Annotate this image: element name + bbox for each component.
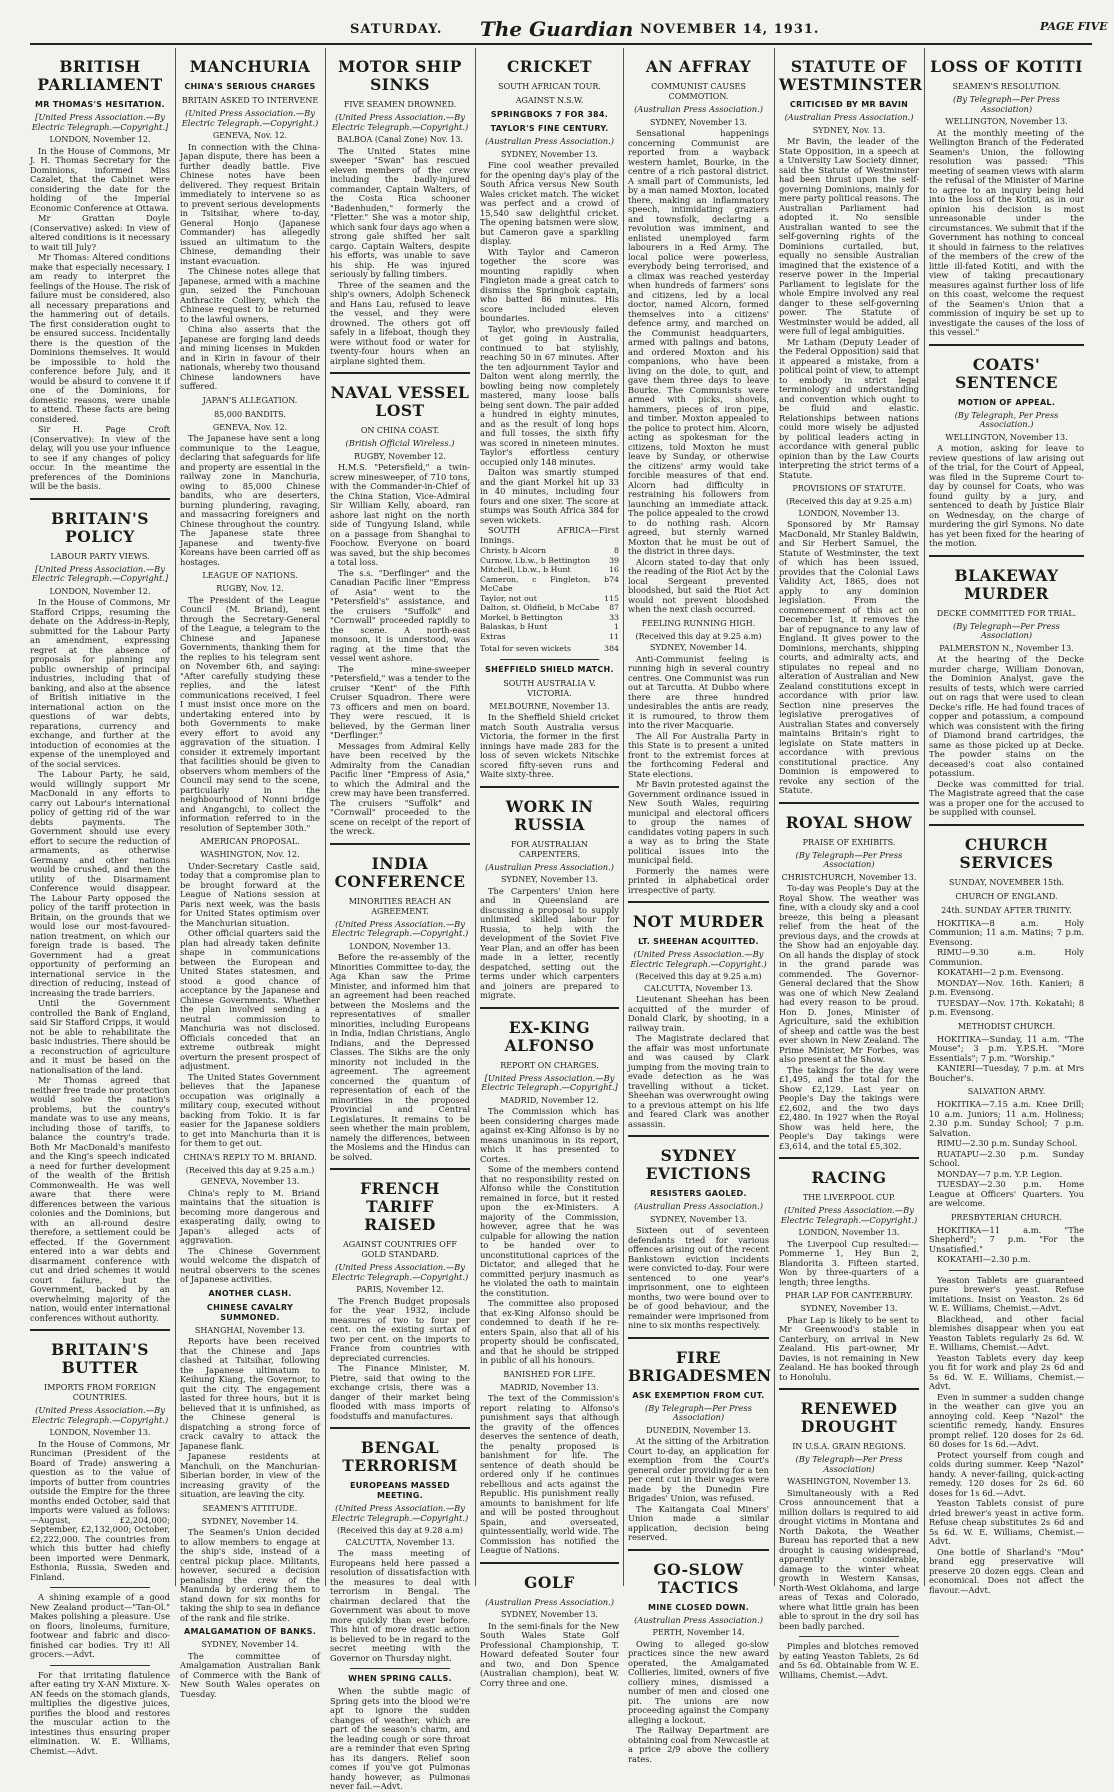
column-rule: [774, 48, 775, 1586]
headline: BRITAIN'S BUTTER: [51, 1340, 149, 1377]
dateline: WASHINGTON, Nov. 12.: [200, 850, 300, 859]
article-paragraph: At the hearing of the Decke murder charge, William Donovan, the Dominion Analyst, gave the results of tests, which were carried out on rags that were used to clean Decke's rifle. He had found traces of copper and potassium, a compound which was consistent with the firing of Diamond brand cartridges, the same as those picked up at Decke. The powder stains on the deceased's coat also contained potassium.: [929, 654, 1084, 778]
press-credit: (Australian Press Association.): [634, 1614, 763, 1625]
article-paragraph: Anti-Communist feeling is running high in several country centres. One Communist was run out at Tarcutta. At Dubbo where there are three hundred undesirables the antis are ready, it is rumoured, to throw them into the river Macquarie.: [628, 653, 769, 730]
divider: [628, 1549, 769, 1551]
advertisement: When the subtle magic of Spring gets into the blood we're apt to ignore the sudden changes of weather, which are part of the season's charm, and the leading cough or sore throat are a reminder that even Spring has its dangers. Relief soon comes if you've got Pulmonas handy however, as Pulmonas never fail.—Advt.: [330, 1686, 470, 1791]
headline: BLAKEWAY MURDER: [954, 565, 1059, 603]
score-row: Taylor, not out 115: [480, 593, 619, 603]
article-paragraph: Dalton was smartly stumped and the giant Morkel hit up 33 in 40 minutes, including four fours and one sixer. The score at stumps was South Africa 384 for seven wickets.: [480, 467, 619, 525]
divider: [330, 1427, 470, 1429]
subheading: RESISTERS GAOLED.: [650, 1189, 747, 1198]
service-listing: RIMU—9.30 a.m. Holy Communion.: [929, 947, 1084, 967]
press-credit: (Australian Press Association.): [634, 1201, 763, 1211]
advertisement: A shining example of a good New Zealand product—"Tan-Ol." Makes polishing a pleasure. Use on floors, linoleums, furniture, footwear and fabric and disco-finished car bodies. Try it! All grocers.—Advt.: [30, 1592, 170, 1659]
article-paragraph: Mr Thomas: Altered conditions make that especially necessary. I am ready to interpret the feelings of the House. The risk of failure must be considered, also all necessary preparations and the hammering out of details. The first consideration ought to be ensured success. Incidentally there is the question of the Dominions themselves. It would be impossible to hold the conference before July, and it would be absurd to convene it if one of the Dominions, for domestic reasons, were unable to attend. These facts are being considered.: [30, 252, 170, 424]
article-paragraph: Other official quarters said the plan had already taken definite shape in communications between the European and United States statesmen, and stood a good chance of acceptance by the Japanese and Chinese Governments. Whether the plan involved sending a neutral commission to Manchuria was not disclosed. Officials conceded that an extreme outbreak might overturn the present prospect of adjustment.: [180, 928, 320, 1071]
press-credit: (Australian Press Association.): [634, 104, 763, 114]
press-credit: (By Telegraph—Per Press Association): [953, 620, 1060, 640]
dateline: PARIS, November 12.: [356, 1285, 444, 1294]
divider: [628, 901, 769, 903]
subheading: MINE CLOSED DOWN.: [647, 1602, 750, 1612]
article-paragraph: The committee also proposed that ex-King Alfonso should be condemned to death if he re-enters Spain, also that all of his property should be confiscated, and that he should be stripped in public of all his honours.: [480, 1298, 619, 1365]
article-paragraph: The takings for the day were £1,495, and the total for the Show £2,129. Last year on People's Day the takings were £2,602, and the two days £2,480. In 1927 when the Royal Show was held here, the People's Day takings were £3,614, and the total £5,302.: [779, 1064, 919, 1151]
article-paragraph: Reports have been received that the Chinese and Japs clashed at Tsitsihar, following the Japanese ultimatum to Keihung Kiang, the Governor, to quit the city. The engagement lasted for three hours, but it is believed that it is unfinished, as the Chinese general is dispatching a strong force of crack cavalry to attack the Japanese flank.: [180, 1336, 320, 1451]
article-paragraph: To-day was People's Day at the Royal Show. The weather was fine, with a cloudy sky and a cool breeze, this being a pleasant relief from the heat of the previous days, and the crowds at the Show had an enjoyable day. On all hands the display of stock in the grand parade was commended. The Governor-General declared that the Show was one of which New Zealand had every reason to be proud. Hon D. Jones, Minister of Agriculture, said the exhibition of sheep and cattle was the best ever shown in New Zealand. The Prime Minister, Mr Forbes, was also present at the Show.: [779, 883, 919, 1064]
article-paragraph: The text of the Commission's report relating to Alfonso's punishment says that although the gravity of the offences deserves the sentence of death, the penalty proposed is banishment for life. The sentence of death should be ordered only if he continues rebellious and acts against the Republic. His punishment really amounts to banishment for life and will be posted throughout Spain, and overseated, quintessentially, world wide. The Commission has notified the League of Nations.: [480, 1393, 619, 1555]
press-credit: (By Telegraph—Per Press Association): [795, 1454, 903, 1474]
dateline: GENEVA, Nov. 12.: [212, 422, 288, 432]
service-listing: HOKITIKA—8 a.m. Holy Communion; 11 a.m. Matins; 7 p.m. Evensong.: [929, 917, 1084, 947]
dateline: SYDNEY, Nov. 13.: [812, 125, 886, 135]
article-paragraph: Alcorn stated to-day that only the reading of the Riot Act by the local Sergeant prevented bloodshed, but said the Riot Act would not prevent bloodshed when the next clash occurred.: [628, 556, 769, 614]
masthead-title: The Guardian: [480, 17, 634, 41]
subheading: SHEFFIELD SHIELD MATCH.: [485, 664, 614, 674]
article-paragraph: Some of the members contend that no responsibility rested on Alfonso while the Constitution remained in force, but it rested upon the ex-Ministers. A majority of the Commission, however, agree that he was culpable for allowing the nation to be handed over to unconstitutional caprices of the Dictator, and alleged that he committed perjury inasmuch as he violated the oath to maintain the constitution.: [480, 1164, 619, 1298]
article-paragraph: The Magistrate declared that the affair was most unfortunate and was caused by Clark jumping from the moving train to evade detection as he was travelling without a ticket. Sheehan was overwrought owing to a previous attempt on his life and feared Clark was another assassin.: [628, 1033, 769, 1129]
divider: [779, 802, 919, 804]
subheading: AMALGAMATION OF BANKS.: [183, 1627, 317, 1636]
subheading: AGAINST COUNTRIES OFF GOLD STANDARD.: [343, 1240, 457, 1259]
press-credit: (United Press Association.—By Electric Telegraph.—Copyright.): [331, 112, 469, 132]
advertisement: One bottle of Sharland's "Mou" brand egg preservative will preserve 20 dozen eggs. Clean and economical. Does not affect the flavour.—Advt.: [929, 1546, 1084, 1595]
subheading: CHINESE CAVALRY SUMMONED.: [206, 1302, 294, 1322]
service-listing: MONDAY—7 p.m. Y.P. Legion.: [937, 1168, 1063, 1179]
article-paragraph: The Carpenters' Union here and in Queensland are discussing a proposal to supply unlimited skilled labour for Russia, to help with the development of the Soviet Five Year Plan, and an offer has been made in a letter, recently despatched, setting out the terms under which carpenters and joiners are prepared to migrate.: [480, 885, 619, 1000]
article-paragraph: Sensational happenings concerning Communist are reported from a wayback western hamlet, Bourke, in the centre of a rich pastoral district. A small part of Communists, led by a man named Moxton, located there, making an inflammatory speech, intimidating graziers and townsfolk, declaring a revolution was imminent, and enlisted unemployed farm labourers in a Red Army. The local police were powerless, everybody being terrorised, and a climax was reached yesterday when hundreds of farmers' sons and citizens, led by a local doctor, named Alcorn, formed themselves into a citizens' defence army, and marched on the Communist headquarters, armed with palings and batons, and ordered Moxton and his companions, who have been living on the dole, to quit, and gave them three days to leave Bourke. The Communists were armed with picks, shovels, hammers, pieces of iron pipe, and timber. Moxton appealed to the police to protect him. Alcorn, acting as spokesman for the citizens, told Moxton he must leave by Sunday, or otherwise the citizens' army would take forcible measures of that end. Alcorn had difficulty in restraining his followers from launching an immediate attack. The police appealed to the crowd to do nothing rash. Alcorn agreed, but sternly warned Moxton that he must be out of the district in three days.: [628, 128, 769, 556]
masthead: [0, 0, 1114, 44]
headline: CHURCH SERVICES: [959, 834, 1054, 872]
score-row: Balaskas, b Hunt 1: [480, 622, 619, 631]
article-paragraph: Simultaneously with a Red Cross announcement that a million dollars is required to aid drought victims in Montana and North Dakota, the Weather Bureau has reported that a new drought is causing widespread, apparently considerable, damage to the winter wheat growth in Western Kansas, North-West Oklahoma, and large areas of Texas and Colorado, where what little grain has been able to sprout in the dry soil has been badly parched.: [779, 1487, 919, 1631]
article-paragraph: In the House of Commons, Mr Stafford Cripps, resuming the debate on the Address-in-Reply, submitted for the Labour Party an amendment, expressing regret at the absence of proposals for planning any public ownership of principal industries, including that of banking, and also at the absence of British initiative in the international action on the questions of war debts, reparations, currency and exchange, and further at the intoduction of economies at the expense of the unemployed and of the social services.: [30, 597, 170, 769]
article-paragraph: The mine-sweeper "Petersfield," was a tender to the cruiser "Kent" of the Fifth Cruiser Squadron. There were 73 officers and men on board. They were rescued, it is believed, by the German liner "Derflinger.": [330, 663, 470, 740]
service-listing: HOKITIKA—7.15 a.m. Knee Drill; 10 a.m. Juniors; 11 a.m. Holiness; 2.30 p.m. Sunday School; 7 p.m. Salvation.: [929, 1099, 1084, 1138]
score-row: Christy, b Alcorn 8: [480, 546, 619, 555]
article-paragraph: Until the Government controlled the Bank of England, said Sir Stafford Cripps, it would not be able to rehabilitate the basic industries. There should be a reconstruction of agriculture and it must be based on the nationalisation of the land.: [30, 998, 170, 1075]
subheading: LT. SHEEHAN ACQUITTED.: [638, 937, 759, 946]
subheading: JAPAN'S ALLEGATION.: [202, 395, 298, 405]
divider: [330, 1168, 470, 1170]
received-note: (Received this day at 9.25 a.m): [635, 631, 762, 641]
headline: FRENCH TARIFF RAISED: [360, 1179, 440, 1234]
dateline: LONDON, November 13.: [349, 941, 451, 951]
dateline: MADRID, November 13.: [500, 1382, 599, 1392]
column-rule: [325, 48, 326, 1586]
subheading: SALVATION ARMY.: [967, 1087, 1046, 1096]
headline: FIRE BRIGADESMEN: [628, 1347, 772, 1385]
headline: MOTOR SHIP SINKS: [338, 57, 462, 94]
article-paragraph: H.M.S. "Petersfield," a twin-screw minesweeper, of 710 tons, with the Commander-in-Chief of the China Station, Vice-Admiral Sir William Kelly, aboard, ran ashore last night on the north side of Tungyung Island, while on a passage from Shanghai to Foochow. Everyone on board was saved, but the ship becomes a total loss.: [330, 462, 470, 567]
headline: BRITISH PARLIAMENT: [37, 57, 163, 94]
advertisement: Pimples and blotches removed by eating Yeaston Tablets, 2s 6d and 5s 6d. Obtainable from W. E. Williams, Chemist.—Advt.: [779, 1641, 919, 1680]
divider: [799, 1636, 899, 1637]
headline: BENGAL TERRORISM: [342, 1438, 458, 1475]
dateline: CALCUTTA, November 13.: [345, 1537, 455, 1547]
subheading: SOUTH AFRICAN TOUR.: [498, 82, 601, 91]
scorecard: [480, 546, 619, 654]
subheading: IMPORTS FROM FOREIGN COUNTRIES.: [44, 1383, 156, 1402]
dateline: LONDON, November 13.: [798, 508, 900, 518]
dateline: PERTH, November 14.: [652, 1628, 745, 1637]
article-paragraph: Mr Bavin protested against the Government ordinance issued in New South Wales, requiring municipal and electoral officers to group the names of candidates voting papers in such a way as to bring the State political issues into the municipal field.: [628, 779, 769, 865]
subheading: PROVISIONS OF STATUTE.: [792, 484, 906, 493]
subheading: METHODIST CHURCH.: [957, 1021, 1056, 1031]
divider: [50, 1587, 150, 1588]
subheading: 24th. SUNDAY AFTER TRINITY.: [941, 905, 1072, 915]
article-paragraph: Mr Grattan Doyle (Conservative) asked: In view of altered conditions is it necessary to wait till July?: [30, 213, 170, 252]
received-note: (Received this day at 9.25 a.m.): [185, 1165, 315, 1175]
divider: [500, 659, 599, 660]
subheading: LEAGUE OF NATIONS.: [202, 571, 298, 580]
service-listing: HOKITIKA—11 a.m. "The Shepherd"; 7 p.m. "For the Unsatisfied.": [929, 1224, 1084, 1254]
subheading: 85,000 BANDITS.: [214, 409, 286, 419]
subheading: LABOUR PARTY VIEWS.: [50, 551, 150, 561]
subheading: MINORITIES REACH AN AGREEMENT.: [348, 896, 452, 916]
divider: [30, 498, 170, 500]
article-paragraph: Taylor, who previously failed ot get going in Australia, continued to bat stylishly, reaching 50 in 67 minutes. After the ten adjournment Taylor and Dalton went along merrily, the bowling being now completely mastered, many loose balls being sent down. The pair added a hundred in eighty minutes, and as the result of long hops and full tosses, the sixth fifty was scored in nineteen minutes. Taylor's effortless century occupied only 148 minutes.: [480, 323, 619, 467]
headline: AN AFFRAY: [645, 57, 752, 76]
press-credit: (British Official Wireless.): [345, 438, 455, 448]
subheading: MR THOMAS'S HESITATION.: [35, 100, 165, 109]
service-listing: MONDAY—Nov. 16th. Kanieri; 8 p.m. Evensong.: [929, 977, 1084, 997]
article-paragraph: Phar Lap is likely to be sent to Mr Greenwood's stable in Canterbury, on arrival in New Zealand. His part-owner, Mr Davies, is not remaining in New Zealand. He has booked through to Honolulu.: [779, 1314, 919, 1382]
divider: [350, 1668, 450, 1669]
service-listing: KANIERI—Tuesday, 7 p.m. at Mrs Boucher's.: [929, 1063, 1084, 1083]
masthead-day: SATURDAY.: [350, 22, 443, 37]
dateline: MADRID, November 12.: [500, 1095, 599, 1105]
dateline: SYDNEY, November 14.: [201, 1640, 299, 1649]
article-paragraph: At the monthly meeting of the Wellington Branch of the Federated Seamen's Union, the following resolution was passed: "This meeting of seamen views with alarm the refusal of the Minister of Marine to agree to an inquiry being held into the loss of the Kotiti, as in our opinion his decision is most unreasonable under the circumstances. We submit that if the Government has nothing to conceal it should in fairness to the relatives of the members of the crew of the little ill-fated Kotiti, and with the view of taking precautionary measures against further loss of life on this coast, welcome the request of the Seamen's Union that a commission of inquiry be set up to investigate the causes of the loss of this vessel.": [929, 127, 1084, 337]
divider: [330, 843, 470, 845]
subheading: AGAINST N.S.W.: [515, 96, 584, 105]
press-credit: (United Press Association.—By Electric Telegraph.—Copyright.): [331, 1503, 469, 1523]
dateline: WELLINGTON, November 13.: [945, 117, 1068, 126]
dateline: SYDNEY, November 13.: [800, 1304, 898, 1313]
column-rule: [623, 48, 624, 1586]
headline: CRICKET: [506, 57, 593, 76]
dateline: LONDON, November 12.: [49, 135, 151, 144]
subheading: CHINA'S REPLY TO M. BRIAND.: [183, 1152, 317, 1162]
article-paragraph: A motion, asking for leave to review questions of law arising out of the trial, for the Court of Appeal, was filed in the Supreme Court to-day by counsel for Coats, who was found guilty by a jury, and sentenced to death by Justice Blair on Wednesday, on the charge of murdering the girl Symons. No date has yet been fixed for the hearing of the motion.: [929, 443, 1084, 548]
dateline: MELBOURNE, November 13.: [489, 701, 610, 711]
article-paragraph: In the Sheffield Shield cricket match South Australia versus Victoria, the former in the first innings have made 283 for the loss of seven wickets Nitschke scored fifty-seven runs and Waite sixty-three.: [480, 712, 619, 779]
headline: SYDNEY EVICTIONS: [645, 1146, 752, 1183]
article-paragraph: The United States Government believes that the Japanese occupation was originally a military coup, executed without backing from Tokio. It is far easier for the Japanese soldiers to get into Manchuria than it is for them to get out.: [180, 1071, 320, 1148]
headline: GO-SLOW TACTICS: [653, 1559, 744, 1597]
divider: [480, 1007, 619, 1009]
press-credit: (Australian Press Association.): [485, 861, 614, 872]
press-credit: (United Press Association.—By Electric Telegraph.—Copyright.): [181, 108, 319, 128]
subheading: SEAMEN'S RESOLUTION.: [952, 82, 1061, 91]
headline: RENEWED DROUGHT: [800, 1399, 898, 1436]
subheading: CHURCH OF ENGLAND.: [955, 891, 1058, 901]
dateline: RUGBY, November 12.: [354, 451, 446, 461]
headline: STATUTE OF WESTMINSTER: [779, 57, 923, 94]
subheading: PRESBYTERIAN CHURCH.: [951, 1212, 1062, 1222]
masthead-date: NOVEMBER 14, 1931.: [640, 22, 820, 37]
received-note: (Received this day at 9.28 a.m): [337, 1526, 463, 1535]
advertisement: Yeaston Tablets are guaranteed pure brewer's yeast. Refuse imitations. Insist on Yeaston. 2s 6d W. E. Williams, Chemist.—Advt.: [929, 1274, 1084, 1313]
subheading: FEELING RUNNING HIGH.: [641, 618, 756, 628]
subheading: ASK EXEMPTION FROM CUT.: [632, 1390, 765, 1400]
article-paragraph: The Seamen's Union decided to allow members to engage at the ship's side, instead of a central pickup place. Militants, however, secured a decision penalising the crew of the Manunda by ordering them to stand down for six months for taking the ship to sea in defiance of the rank and file strike.: [180, 1527, 320, 1623]
article-paragraph: The Chinese Government would welcome the dispatch of neutral observers to the scenes of Japanese activities.: [180, 1245, 320, 1284]
headline: COATS' SENTENCE: [955, 354, 1058, 392]
article-paragraph: In the semi-finals for the New South Wales State Golf Professional Championship, T. Howard defeated Souter four and two, and Don Spence (Australian champion), beat W. Corry three and one.: [480, 1620, 619, 1688]
received-note: (Received this day at 9.25 a.m): [786, 497, 912, 506]
article-paragraph: The French Budget proposals for the year 1932, include measures of two to four per cent. on the existing surtax of two per cent. on the imports to France from countries with depreciated currencies.: [330, 1295, 470, 1363]
dateline: WASHINGTON, November 13.: [787, 1477, 911, 1486]
subheading: BRITAIN ASKED TO INTERVENE: [181, 96, 319, 105]
dateline: LONDON, November 13.: [49, 1428, 151, 1437]
advertisement: Blackhead, and other facial blemishes disappear when you eat Yeaston Tablets regularly 2s 6d. W. E. Williams, Chemist.—Advt.: [929, 1313, 1084, 1352]
advertisement: Yeaston Tablets every day keep you fit for work and play 2s 6d and 5s 6d. W. E. Williams, Chemist.—Advt.: [929, 1352, 1084, 1391]
article-paragraph: The All For Australia Party in this State is to present a united front to the extremist forces at the forthcoming Federal and State elections.: [628, 730, 769, 779]
article-paragraph: Mr Latham (Deputy Leader of the Federal Opposition) said that it appeared a mistake, from a political point of view, to attempt to embody in strict legal terminology and understanding and convention which ought to be fluid and elastic. Relationships between nations could more wisely be adjusted by political leaders acting in accordance with general public opinion than by the Law Courts interpreting the strict terms of a Statute.: [779, 336, 919, 480]
article-paragraph: Mr Thomas agreed that neither free trade nor protection would solve the nation's problems, but the country's mandate was to use any means, including those of tariffs, to balance the country's trade. Both Mr MacDonald's manifesto and the King's speech indicated a need for further development of the wealth of the British Commonwealth. He was well aware that there were differences between the various colonies and the Dominions, but with an all-round desire therefore, a settlement could be effected. If the Government entered into a war debts and disarmament conference with cut and dried schemes it would court failure, but the Government, backed by an overwhelming majority of the nation, would enter international conferences without authority.: [30, 1075, 170, 1323]
dateline: LONDON, November 12.: [49, 586, 151, 596]
dateline: SYDNEY, November 13.: [501, 1610, 598, 1619]
article-paragraph: With Taylor and Cameron together the score was mounting rapidly when Fingleton made a great catch to dismiss the Springbok captain, who batted 86 minutes. His score included eleven boundaries.: [480, 246, 619, 323]
dateline: GENEVA, Nov. 12.: [212, 131, 288, 140]
article-paragraph: The President of the League Council (M. Briand), sent through the Secretary-General of the League, a telegram to the Chinese and Japanese Governments, thanking them for the replies to his telegram sent on November 6th, and saying: "After carefully studying these replies, and the latest communications received, I feel I must insist once more on the undertaking entered into by both Governments to make every effort to avoid any aggravation of the situation. I consider it extremely important that facilities should be given to observers whom members of the Council may send to the scene, particularly in the neighbourhood of Nonni bridge and Angangchi, to collect the information referred to in the resolution of September 30th.": [180, 594, 320, 833]
service-listing: RUATAPU—2.30 p.m. Sunday School.: [929, 1148, 1084, 1168]
score-row: Dalton, st. Oldfield, b McCabe 87: [480, 603, 619, 612]
subheading: CRITICISED BY MR BAVIN: [789, 100, 909, 109]
press-credit: (United Press Association.—By Electric Telegraph.—Copyright.): [331, 1262, 469, 1282]
divider: [779, 1157, 919, 1159]
article-paragraph: Sixteen out of seventeen defendants tried for various offences arising out of the recent Bankstown eviction incidents were convicted to-day. Four were sentenced to one year's imprisonment, one to eighteen months, two were bound over to be of good behaviour, and the remainder were imprisoned from nine to six months respectively.: [628, 1225, 769, 1330]
advertisement: Even in summer a sudden change in the weather can give you an annoying cold. Keep "Nazol" the scientific remedy, handy. Ensures prompt relief. 120 doses for 2s 6d. 60 doses for 1s 6d.—Advt.: [929, 1391, 1084, 1449]
article-paragraph: Fine cool weather prevailed for the opening day's play of the South Africa versus New South Wales cricket match. The wicket was perfect and a crowd of 15,540 saw delightful cricket. The opening batsmen were slow, but Cameron gave a sparkling display.: [480, 160, 619, 246]
subheading: AMERICAN PROPOSAL.: [200, 837, 300, 846]
headline: ROYAL SHOW: [785, 812, 913, 832]
subheading: THE LIVERPOOL CUP.: [802, 1193, 896, 1202]
advertisement: Protect yourself from cough and colds during summer. Keep "Nazol" handy. A never-failing, quick-acting remedy. 120 doses for 2s 6d. 60 doses for 1s 6d.—Advt.: [929, 1449, 1084, 1498]
dateline: CHRISTCHURCH, November 13.: [781, 872, 917, 882]
service-listing: RIMU—2.30 p.m. Sunday School.: [937, 1138, 1078, 1148]
dateline: WELLINGTON, November 13.: [945, 432, 1068, 442]
advertisement: For that irritating flatulence after eating try X-AN Mixture. X-AN feeds on the stomach glands, multiplies the digestive juices, purifies the blood and restores the muscular action to the intestines thus ensuring proper elimination. W. E. Williams, Chemist.—Advt.: [30, 1669, 170, 1756]
article-paragraph: China's reply to M. Briand maintains that the situation is becoming more dangerous and exasperating daily, owing to Japan's alleged acts of aggravation.: [180, 1187, 320, 1245]
page-number: PAGE FIVE: [1040, 20, 1108, 33]
column-4: [480, 48, 619, 1688]
dateline: SHANGHAI, November 13.: [194, 1325, 306, 1335]
article-paragraph: The mass meeting of Europeans held here passed a resolution of dissatisfaction with the measures to deal with terrorism in Bengal. The chairman declared that the Government was about to move more quickly than ever before. This hint of more drastic action is believed to be in regard to the secret meeting with the Governor on Thursday night.: [330, 1548, 470, 1663]
article-paragraph: The United States mine sweeper "Swan" has rescued eleven members of the crew including the badly-injured commander, Captain Walters, of the Costa Rica schooner "Badenhuden," formerly the "Fletter." She was a motor ship, which sank four days ago when a strong gale shifted her salt cargo. Captain Walters, despite his efforts, was unable to save his ship. He was injured seriously by falling timbers.: [330, 145, 470, 279]
subheading: PRAISE OF EXHIBITS.: [802, 837, 896, 847]
article-paragraph: Before the re-assembly of the Minorities Committee to-day, the Aga Khan saw the Prime Minister, and informed him that an agreement had been reached between the Moslems and the representatives of smaller minorities, including Europeans in India, Indian Christians, Anglo Indians, and the Depressed Classes. The Sikhs are the only minority not included in the agreement. The agreement concerned the quantum of representation of each of the minorities in the proposed Provincial and Central Legislatures. It remains to be seen whether the main problem, namely the differences, between the Moslems and the Hindus can be solved.: [330, 952, 470, 1162]
subheading: SPRINGBOKS 7 FOR 384.: [490, 110, 609, 119]
article-paragraph: The Kaitangata Coal Miners' Union made a similar application, decision being reserved.: [628, 1503, 769, 1542]
subheading: EUROPEANS MASSED MEETING.: [350, 1481, 450, 1500]
press-credit: (United Press Association.—By Electric Telegraph.—Copyright.): [630, 949, 767, 969]
score-row: Morkel, b Bettington 33: [480, 612, 619, 622]
score-row: Extras 11: [480, 631, 619, 641]
divider: [480, 1562, 619, 1564]
subheading: ANOTHER CLASH.: [208, 1288, 292, 1298]
column-rule: [175, 48, 176, 1586]
subheading: REPORT ON CHARGES.: [500, 1060, 599, 1070]
divider: [480, 786, 619, 788]
article-paragraph: Three of the seamen and the ship's owners, Adolph Scheneck and Hans Lau, refused to leave the vessel, and they were drowned. The others got off safely in a lifeboat, though they were without food or water for twenty-four hours when an airplane sighted them.: [330, 279, 470, 366]
dateline: RUGBY, Nov. 12.: [216, 584, 284, 593]
article-paragraph: In connection with the China-Japan dispute, there has been a further deadly battle. Five Chinese notes have been delivered. They request Britain immediately to intervene so as to prevent serious developments in Tsitsihar, where to-day, General Honjo (Japanese Commander) has allegedly issued an ultimatum to the Chinese, demanding their instant evacuation.: [180, 141, 320, 266]
headline: MANCHURIA: [189, 57, 311, 76]
score-row: Cameron, c Fingleton, b McCabe 74: [480, 574, 619, 593]
subheading: SOUTH AUSTRALIA V. VICTORIA.: [503, 678, 596, 698]
press-credit: (By Telegraph—Per Press Association): [953, 94, 1060, 114]
score-total: Total for seven wickets 384: [480, 644, 619, 653]
article-paragraph: In the House of Commons, Mr J. H. Thomas Secretary for the Dominions, informed Miss Cazalet, that the Cabinet were considering the date for the holding of the Imperial Economic Conference at Ottawa.: [30, 145, 170, 213]
headline: BRITAIN'S POLICY: [51, 508, 149, 546]
divider: [779, 1388, 919, 1390]
divider: [628, 1337, 769, 1339]
divider: [929, 824, 1084, 826]
dateline: DUNEDIN, November 13.: [646, 1425, 751, 1435]
dateline: SYDNEY, November 14.: [201, 1516, 299, 1526]
article-paragraph: Under-Secretary Castle said, today that a compromise plan to be brought forward at the League of Nations session at Paris next week, was the basis for United States optimism over the Manchurian situation.: [180, 860, 320, 928]
headline: RACING: [811, 1168, 887, 1187]
article-paragraph: Messages from Admiral Kelly have been received by the Admiralty from the Canadian Pacific liner "Empress of Asia," to which the Admiral and the crew may have been transferred. The cruisers "Suffolk" and "Cornwall" proceeded to the scene on receipt of the report of the wreck.: [330, 740, 470, 836]
article-paragraph: The Japanese have sent a long communique to the League, declaring that safeguards for life and property are essential in the railway zone in Manchuria, owing to 85,000 Chinese bandits, who are deserters, burning plundering, ravaging, and massacring foreigners and Chinese throughout the country. The Japanese state three Japanese and twenty-five Koreans have been carried off as hostages.: [180, 433, 320, 567]
article-paragraph: The Labour Party, he said, would willingly support Mr MacDonald in any efforts to carry out Labour's international policy of getting rid of the war debts payments. The Government should use every effort to secure the reduction of armaments, as otherwise Germany and other nations would be crushed, and then the utility of the Disarmament Conference would disappear. The Labour Party opposed the policy of the tariff protection in Britain, on the grounds that we would lose our most-favoured-nation treatment, on which our foreign trade is based. The Government had a great opportunity of performing an international service in the direction of reducing, instead of increasing the trade barriers.: [30, 769, 170, 998]
article-paragraph: The Finance Minister, M. Pietre, said that owing to the exchange crisis, there was a danger of their market being flooded with mass imports of foodstuffs and manufactures.: [330, 1363, 470, 1421]
dateline: GENEVA, November 13.: [200, 1177, 300, 1186]
received-note: (Received this day at 9.25 a.m): [635, 972, 762, 981]
headline: NOT MURDER: [632, 912, 765, 931]
press-credit: (By Telegraph, Per Press Association.): [954, 409, 1059, 429]
article-paragraph: Mr Bavin, the leader of the State Opposition, in a speech at a University Law Society dinner, said the Statute of Westminster had been thrust upon the self-governing Dominions, mainly for mere party political reasons. The Australian Parliament had adopted it. No sensible Australian wanted to see the self-governing rights of the Dominions curtailed, but, equally no sensible Australian imagined that the existence of a reserve power in the Imperial Parliament to legislate for the whole Empire involved any real danger to these self-governing power. The Statute of Westminster would be added, all were full of legal ambiguities.: [779, 136, 919, 336]
divider: [30, 1329, 170, 1331]
service-listing: TUESDAY—Nov. 17th. Kokatahi; 8 p.m. Evensong.: [929, 997, 1084, 1017]
dateline: SYDNEY, November 13.: [650, 1214, 747, 1224]
advertisement: Yeaston Tablets consist of pure dried brewer's yeast in active form. Refuse cheap substitutes 2s 6d and 5s 6d. W. E. Williams, Chemist.—Advt.: [929, 1498, 1084, 1546]
article-paragraph: The Liverpool Cup resulted:—Pommerne 1, Hey Bun 2, Blandorita 3. Fifteen started. Won by three-quarters of a length; three lengths.: [779, 1238, 919, 1287]
column-5: [628, 48, 772, 1764]
service-listing: TUESDAY—2.30 p.m. Home League at Officers' Quarters. You are welcome.: [929, 1179, 1084, 1208]
column-7: [929, 48, 1084, 1595]
article-paragraph: Lieutenant Sheehan has been acquitted of the murder of Donald Clark, by shooting, in a railway train.: [628, 994, 769, 1033]
service-listing: HOKITIKA—Sunday, 11 a.m. "The Mouse"; 3 p.m. Y.P.S.H. "More Essentials"; 7 p.m. "Worship.": [929, 1033, 1084, 1063]
press-credit: [United Press Association.—By Electric Telegraph.—Copyright.]: [31, 563, 169, 583]
score-row: Mitchell, l.b.w., b Hunt 16: [480, 565, 619, 574]
column-rule: [475, 48, 476, 1586]
subheading: SUNDAY, NOVEMBER 15th.: [948, 877, 1065, 887]
article-paragraph: The s.s. "Derflinger" and the Canadian Pacific liner "Empress of Asia" went to the "Petersfield's" assistance, and the cruisers "Suffolk" and "Cornwall" proceeded rapidly to the scene. A north-east monsoon, it is understood, was raging at the time that the vessel went ashore.: [330, 567, 470, 663]
press-credit: (United Press Association.—By Electric Telegraph.—Copyright.): [331, 918, 469, 938]
press-credit: (Australian Press Association.): [485, 136, 614, 146]
subheading: TAYLOR'S FINE CENTURY.: [490, 124, 609, 133]
article-paragraph: At the sitting of the Arbitration Court to-day, an application for exemption from the Court's general order providing for a ten per cent cut in their wages were made by the Dunedin Fire Brigades' Union, was refused.: [628, 1436, 769, 1503]
column-1: [30, 48, 170, 1756]
headline: GOLF: [524, 1572, 575, 1592]
score-row: Curnow, l.b.w., b Bettington 39: [480, 555, 619, 565]
press-credit: (By Telegraph—Per Press Association): [795, 849, 903, 869]
article-paragraph: The committee of Amalgamation Australian Bank of Commerce with the Bank of New South Wales operates on Tuesday.: [180, 1650, 320, 1699]
headline: WORK IN RUSSIA: [505, 796, 594, 834]
subheading: PHAR LAP FOR CANTERBURY.: [785, 1291, 913, 1300]
dateline: SYDNEY, November 13.: [501, 875, 598, 884]
service-listing: KOKATAHI—2 p.m. Evensong.: [937, 967, 1064, 977]
headline: NAVAL VESSEL LOST: [330, 383, 470, 420]
service-listing: KOKATAHI—2.30 p.m.: [937, 1254, 1031, 1264]
article-paragraph: Formerly the names were printed in alphabetical order irrespective of party.: [628, 865, 769, 895]
article-paragraph: In the House of Commons, Mr Runciman (President of the Board of Trade) answering a question as to the value of imports of butter from countries outside the Empire for the three months ended October, said that imports were valued as follows:—August, £2,204,000; September, £2,132,000; October, £2,222,000. The countries from which this butter had chiefly been imported were Denmark, Esthonia, Russia, Sweden and Finland.: [30, 1438, 170, 1582]
dateline: SYDNEY, November 14.: [650, 643, 747, 652]
press-credit: [United Press Association.—By Electric Telegraph.—Copyright.]: [31, 112, 169, 132]
press-credit: (By Telegraph—Per Press Association): [645, 1402, 752, 1422]
dateline: SYDNEY, November 13.: [501, 149, 598, 159]
column-rule: [924, 48, 925, 1586]
divider: [50, 1665, 150, 1666]
subheading: DECKE COMMITTED FOR TRIAL.: [936, 608, 1077, 618]
subheading: SEAMEN'S ATTITUDE.: [202, 1503, 298, 1513]
subheading: WHEN SPRING CALLS.: [348, 1674, 452, 1683]
dateline: BALBOA (Canal Zone) Nov. 13.: [336, 135, 464, 144]
divider: [929, 555, 1084, 557]
dateline: SYDNEY, November 13.: [650, 117, 747, 127]
dateline: CALCUTTA, November 13.: [644, 983, 753, 993]
article-paragraph: The Chinese notes allege that Japanese, armed with a machine gun, seized the Funchouan Anthracite Colliery, which the Chinese request to be returned to the lawful owners.: [180, 266, 320, 324]
column-6: [779, 48, 923, 1680]
headline: LOSS OF KOTITI: [930, 57, 1083, 76]
masthead-rule: [30, 43, 1092, 45]
subheading: IN U.S.A. GRAIN REGIONS.: [792, 1442, 906, 1451]
column-3: [330, 48, 470, 1791]
article-paragraph: Sir H. Page Croft (Conservative): In view of the delay, will you use your influence to see if any changes of policy occur. In the meantime the preferences of the Dominions will be the basis.: [30, 424, 170, 491]
headline: EX-KING ALFONSO: [504, 1017, 595, 1055]
article-paragraph: Sponsored by Mr Ramsay MacDonald, Mr Stanley Baldwin, and Sir Herbert Samuel, the Statute of Westminster, the text of which has been issued, provides that the Colonial Laws Validity Act, 1865, does not apply to any dominion legislation. From the commencement of this act on December 1st, it removes the bar of repugnance to any law of England. It gives power to the Dominions, merchants, shipping courts, and admiralty acts, and stipulates no repeal and no alteration of Australian and New Zealand constitutions except in accordance with prior law. Section nine preserves the legislative prerogatives of Australian States and conversely maintains Britain's right to legislate on State matters in accordance with previous constitutional practice. Any Dominion is empowered to revoke any section of the Statute.: [779, 519, 919, 795]
subheading: MOTION OF APPEAL.: [957, 397, 1056, 407]
article-paragraph: China also asserts that the Japanese are forging land deeds and mining licenses in Mukden and in Kirin in favour of their nationals, whereby two thousand Chinese landowners have suffered.: [180, 324, 320, 391]
article-paragraph: The Commission which has been considering charges made against ex-King Alfonso is by no means unanimous in its report, which it has presented to Cortes.: [480, 1106, 619, 1164]
subheading: FOR AUSTRALIAN CARPENTERS.: [510, 839, 589, 859]
headline: INDIA CONFERENCE: [334, 853, 466, 891]
press-credit: (United Press Association.—By Electric Telegraph.—Copyright.): [31, 1405, 169, 1425]
dateline: PALMERSTON N., November 13.: [939, 643, 1074, 653]
subheading: CHINA'S SERIOUS CHARGES: [184, 82, 316, 91]
divider: [330, 372, 470, 374]
subheading: FIVE SEAMEN DROWNED.: [343, 100, 457, 109]
article-paragraph: Decke was committed for trial. The Magistrate agreed that the case was a proper one for the accused to be supplied with counsel.: [929, 778, 1084, 817]
article-paragraph: The Railway Department are obtaining coal from Newcastle at a price 2/9 above the colliery rates.: [628, 1725, 769, 1764]
dateline: LONDON, November 13.: [798, 1228, 900, 1237]
subheading: BANISHED FOR LIFE.: [503, 1369, 596, 1379]
press-credit: (United Press Association.—By Electric Telegraph.—Copyright.): [780, 1205, 918, 1225]
divider: [929, 344, 1084, 346]
divider: [949, 1270, 1064, 1271]
column-2: [180, 48, 320, 1699]
scorecard-heading: SOUTH AFRICA—First Innings.: [480, 525, 619, 545]
article-paragraph: Japanese residents at Manchuli, on the Manchurian-Siberian border, in view of the increasing gravity of the situation, are leaving the city.: [180, 1451, 320, 1499]
divider: [628, 1135, 769, 1137]
article-paragraph: Owing to alleged go-slow practices since the new award operated, the Amalgamated Collieries, limited, owners of five colliery mines, dismissed a number of men and closed one pit. The unions are now proceeding against the Company alleging a lockout.: [628, 1638, 769, 1725]
press-credit: (Australian Press Association.): [485, 1596, 614, 1607]
press-credit: [United Press Association.—By Electric Telegraph.—Copyright.]: [481, 1072, 618, 1092]
subheading: COMMUNIST CAUSES COMMOTION.: [651, 82, 746, 101]
press-credit: (Australian Press Association.): [784, 112, 914, 122]
subheading: ON CHINA COAST.: [360, 426, 440, 435]
